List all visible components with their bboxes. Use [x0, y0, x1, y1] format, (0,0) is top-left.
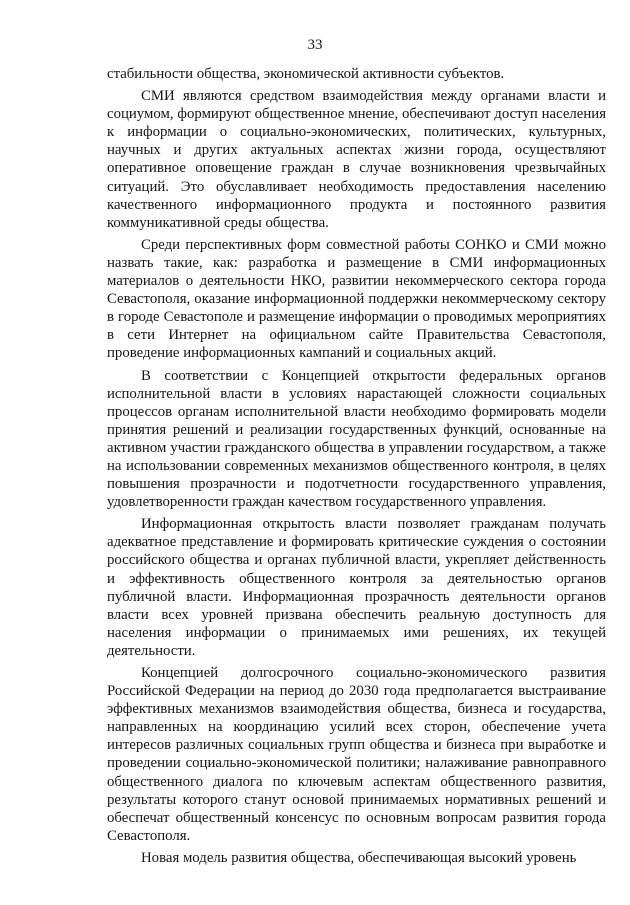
paragraph-new-model: Новая модель развития общества, обеспечивающая высокий уровень: [141, 849, 577, 866]
paragraph-mass-media: СМИ являются средством взаимодействия между органами власти и социумом, формируют общественное мнение, обеспечивают доступ населения к информации о социально-экономических, политических, культурных, научных и других актуальных аспектах жизни города, осуществляют оперативное оповещение граждан в случае возникновения чрезвычайных ситуаций. Это обуславливает необходимость предоставления населению качественного информационного продукта и постоянного развития коммуникативной среды общества.: [107, 88, 606, 231]
paragraph-development-concept: Концепцией долгосрочного социально-экономического развития Российской Федерации на период до 2030 года предполагается выстраивание эффективных механизмов взаимодействия общества, бизнеса и государства, направленных на координацию усилий всех сторон, обеспечение учета интересов различных социальных групп общества и бизнеса при выработке и проведении социально-экономической политики; налаживание равноправного общественного диалога по ключевым аспектам общественного развития, результаты которого станут основой принимаемых нормативных решений и обеспечат общественный консенсус по основным вопросам развития города Севастополя.: [107, 665, 606, 844]
paragraph-sonko-cooperation: Среди перспективных форм совместной работы СОНКО и СМИ можно назвать такие, как: разработка и размещение в СМИ информационных материалов о деятельности НКО, развитии некоммерческого сектора города Севастополя, оказание информационной поддержки некоммерческому сектору в городе Севастополе и размещение информации о проводимых мероприятиях в сети Интернет на официальном сайте Правительства Севастополя, проведение информационных кампаний и социальных акций.: [107, 236, 606, 362]
paragraph-continuation: стабильности общества, экономической активности субъектов.: [107, 66, 505, 82]
paragraph-information-openness: Информационная открытость власти позволяет гражданам получать адекватное представление и формировать критические суждения о состоянии российского общества и органах публичной власти, укрепляет действенность и эффективность общественного контроля за деятельностью органов публичной власти. Информационная прозрачность деятельности органов власти всех уровней призвана обеспечить реальную доступность для населения информации о принимаемых ими решениях, их текущей деятельности.: [107, 516, 606, 659]
page-number: 33: [307, 37, 323, 53]
body-text: [107, 65, 606, 867]
paragraph-openness-concept: В соответствии с Концепцией открытости федеральных органов исполнительной власти в условиях нарастающей сложности социальных процессов органам исполнительной власти необходимо формировать модели принятия решений и реализации государственных функций, основанные на активном участии гражданского общества в управлении государством, а также на использовании современных механизмов общественного контроля, в целях повышения прозрачности и подотчетности государственного управления, удовлетворенности граждан качеством государственного управления.: [107, 367, 606, 511]
